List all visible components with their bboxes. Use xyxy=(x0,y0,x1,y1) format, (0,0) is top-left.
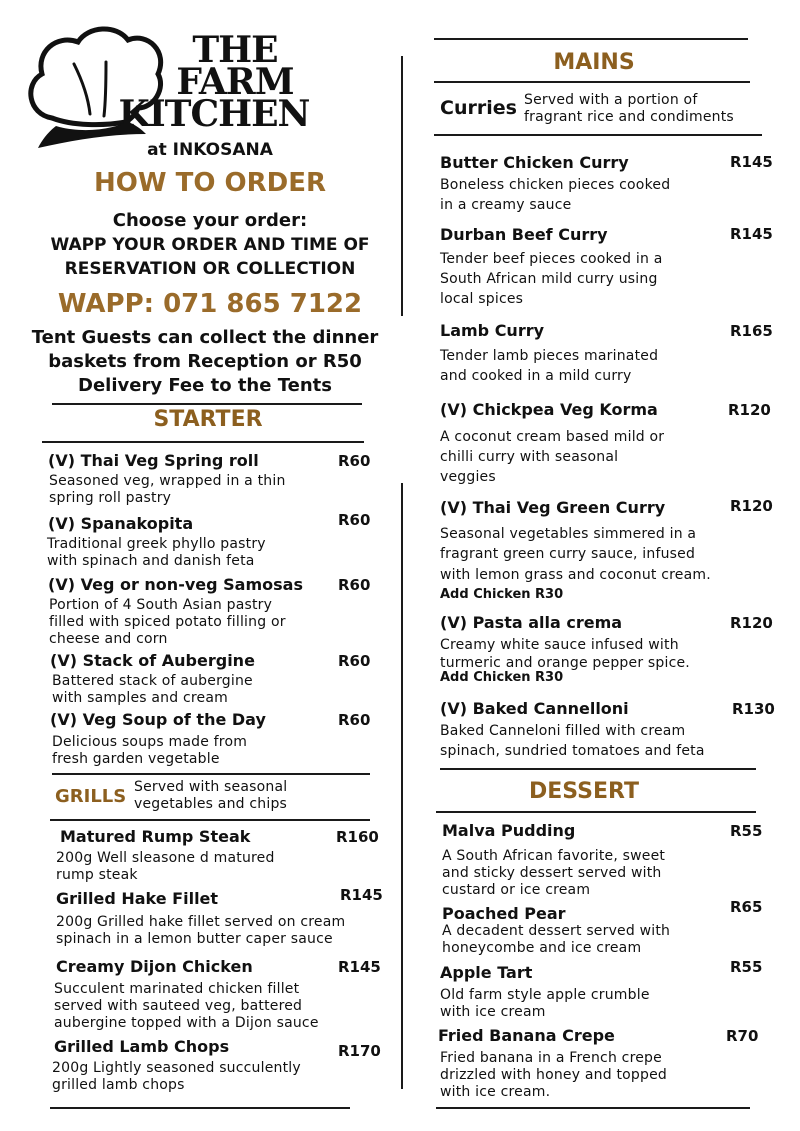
grills-item-desc: Succulent marinated chicken fillet xyxy=(54,981,300,997)
starter-bottom-rule xyxy=(42,441,364,443)
wapp-number: WAPP: 071 865 7122 xyxy=(57,289,363,319)
mains-item-addon: Add Chicken R30 xyxy=(440,670,564,685)
left-bottom-rule xyxy=(50,1107,350,1109)
mains-item-desc: Creamy white sauce infused with xyxy=(440,637,679,653)
mains-item-addon: Add Chicken R30 xyxy=(440,587,564,602)
grills-item-desc: 200g Lightly seasoned succulently xyxy=(52,1060,301,1076)
mains-item-name: (V) Chickpea Veg Korma xyxy=(440,400,658,419)
dessert-item-name: Poached Pear xyxy=(442,904,566,923)
mains-item-desc: with lemon grass and coconut cream. xyxy=(440,567,711,583)
starter-item-name: (V) Stack of Aubergine xyxy=(50,651,255,670)
grills-item-desc: aubergine topped with a Dijon sauce xyxy=(54,1015,319,1031)
grills-bottom-rule xyxy=(50,819,370,821)
brand-the: THE xyxy=(192,29,278,71)
grills-item-desc: 200g Well sleasone d matured xyxy=(56,850,275,866)
dessert-item-name: Apple Tart xyxy=(440,963,533,982)
grills-item-price: R160 xyxy=(336,828,379,846)
mains-item-name: Lamb Curry xyxy=(440,321,545,340)
dessert-item-price: R70 xyxy=(726,1027,759,1045)
column-divider-bottom xyxy=(401,483,403,1089)
dessert-item-desc: custard or ice cream xyxy=(442,882,591,898)
mains-top-rule xyxy=(434,38,748,40)
dessert-top-rule xyxy=(440,768,756,770)
mains-item-desc: Tender beef pieces cooked in a xyxy=(440,251,663,267)
starter-item-name: (V) Spanakopita xyxy=(48,514,194,533)
tent-info-3: Delivery Fee to the Tents xyxy=(78,375,332,396)
starter-item-price: R60 xyxy=(338,711,371,729)
brand-kitchen: KITCHEN xyxy=(118,93,310,135)
starter-item-price: R60 xyxy=(338,652,371,670)
dessert-item-name: Fried Banana Crepe xyxy=(438,1026,615,1045)
starter-item-desc: with samples and cream xyxy=(52,690,228,706)
mains-item-desc: Tender lamb pieces marinated xyxy=(440,348,659,364)
mains-item-desc: veggies xyxy=(440,469,496,485)
mains-item-desc: chilli curry with seasonal xyxy=(440,449,619,465)
dessert-item-desc: with ice cream. xyxy=(440,1084,551,1100)
dessert-item-desc: Old farm style apple crumble xyxy=(440,987,650,1003)
grills-heading: GRILLS xyxy=(55,786,127,807)
dessert-item-desc: with ice cream xyxy=(440,1004,546,1020)
mains-item-desc: South African mild curry using xyxy=(440,271,658,287)
mains-item-desc: spinach, sundried tomatoes and feta xyxy=(440,743,705,759)
grills-item-desc: served with sauteed veg, battered xyxy=(54,998,303,1014)
starter-item-desc: Delicious soups made from xyxy=(52,734,248,750)
grills-subtitle: vegetables and chips xyxy=(134,796,288,812)
grills-item-name: Grilled Hake Fillet xyxy=(56,889,219,908)
mains-item-price: R165 xyxy=(730,322,773,340)
dessert-item-desc: honeycombe and ice cream xyxy=(442,940,642,956)
dessert-bottom-rule xyxy=(436,811,756,813)
mains-item-desc: turmeric and orange pepper spice. xyxy=(440,655,690,671)
grills-item-desc: spinach in a lemon butter caper sauce xyxy=(56,931,333,947)
starter-item-desc: filled with spiced potato filling or xyxy=(49,614,286,630)
mains-item-price: R120 xyxy=(730,614,773,632)
mains-item-desc: Seasonal vegetables simmered in a xyxy=(440,526,697,542)
mains-item-name: (V) Pasta alla crema xyxy=(440,613,623,632)
mains-item-price: R145 xyxy=(730,225,773,243)
tent-info-2: baskets from Reception or R50 xyxy=(48,351,362,372)
mains-item-name: (V) Thai Veg Green Curry xyxy=(440,498,666,517)
dessert-heading: DESSERT xyxy=(529,779,639,804)
mains-item-name: Durban Beef Curry xyxy=(440,225,608,244)
brand-farm: FARM xyxy=(176,61,294,103)
mains-heading: MAINS xyxy=(553,50,635,75)
grills-item-desc: grilled lamb chops xyxy=(52,1077,185,1093)
grills-item-price: R170 xyxy=(338,1042,381,1060)
dessert-item-desc: Fried banana in a French crepe xyxy=(440,1050,662,1066)
starter-item-desc: spring roll pastry xyxy=(49,490,172,506)
mains-item-price: R145 xyxy=(730,153,773,171)
dessert-item-price: R55 xyxy=(730,958,763,976)
dessert-item-price: R65 xyxy=(730,898,763,916)
curries-subtitle: Served with a portion of xyxy=(524,92,698,108)
mains-item-price: R130 xyxy=(732,700,775,718)
mains-item-desc: Boneless chicken pieces cooked xyxy=(440,177,671,193)
starter-item-desc: fresh garden vegetable xyxy=(52,751,220,767)
starter-item-desc: with spinach and danish feta xyxy=(47,553,255,569)
dessert-item-name: Malva Pudding xyxy=(442,821,576,840)
starter-item-price: R60 xyxy=(338,511,371,529)
starter-top-rule xyxy=(52,403,362,405)
starter-item-desc: Seasoned veg, wrapped in a thin xyxy=(49,473,286,489)
starter-item-desc: cheese and corn xyxy=(49,631,168,647)
dessert-item-desc: and sticky dessert served with xyxy=(442,865,662,881)
grills-top-rule xyxy=(52,773,370,775)
grills-item-desc: 200g Grilled hake fillet served on cream xyxy=(56,914,346,930)
mains-item-desc: local spices xyxy=(440,291,524,307)
grills-item-name: Matured Rump Steak xyxy=(60,827,251,846)
mains-item-desc: Baked Canneloni filled with cream xyxy=(440,723,686,739)
starter-item-price: R60 xyxy=(338,452,371,470)
starter-item-name: (V) Veg or non-veg Samosas xyxy=(48,575,303,594)
dessert-item-desc: A South African favorite, sweet xyxy=(442,848,666,864)
grills-item-price: R145 xyxy=(338,958,381,976)
starter-heading: STARTER xyxy=(153,407,263,432)
dessert-item-price: R55 xyxy=(730,822,763,840)
grills-item-name: Creamy Dijon Chicken xyxy=(56,957,253,976)
order-instructions-3: RESERVATION OR COLLECTION xyxy=(64,259,356,279)
mains-item-name: (V) Baked Cannelloni xyxy=(440,699,629,718)
starter-item-name: (V) Thai Veg Spring roll xyxy=(48,451,259,470)
curries-subtitle: fragrant rice and condiments xyxy=(524,109,734,125)
starter-item-name: (V) Veg Soup of the Day xyxy=(50,710,266,729)
starter-item-desc: Traditional greek phyllo pastry xyxy=(47,536,266,552)
tent-info-1: Tent Guests can collect the dinner xyxy=(31,327,379,348)
dessert-item-desc: A decadent dessert served with xyxy=(442,923,671,939)
order-instructions-2: WAPP YOUR ORDER AND TIME OF xyxy=(50,235,370,255)
grills-item-name: Grilled Lamb Chops xyxy=(54,1037,230,1056)
mains-item-desc: and cooked in a mild curry xyxy=(440,368,632,384)
right-bottom-rule xyxy=(436,1107,750,1109)
mains-item-desc: in a creamy sauce xyxy=(440,197,572,213)
mains-item-name: Butter Chicken Curry xyxy=(440,153,629,172)
grills-item-desc: rump steak xyxy=(56,867,138,883)
curries-label: Curries xyxy=(440,97,517,119)
mains-bottom-rule xyxy=(434,81,750,83)
mains-item-desc: A coconut cream based mild or xyxy=(440,429,665,445)
starter-item-desc: Battered stack of aubergine xyxy=(52,673,253,689)
how-to-order-title: HOW TO ORDER xyxy=(94,168,326,198)
order-instructions-1: Choose your order: xyxy=(112,210,308,231)
curries-rule xyxy=(434,134,762,136)
mains-item-price: R120 xyxy=(728,401,771,419)
dessert-item-desc: drizzled with honey and topped xyxy=(440,1067,667,1083)
mains-item-desc: fragrant green curry sauce, infused xyxy=(440,546,696,562)
brand-location: at INKOSANA xyxy=(147,140,273,160)
starter-item-desc: Portion of 4 South Asian pastry xyxy=(49,597,273,613)
starter-item-price: R60 xyxy=(338,576,371,594)
grills-subtitle: Served with seasonal xyxy=(134,779,288,795)
mains-item-price: R120 xyxy=(730,497,773,515)
grills-item-price: R145 xyxy=(340,886,383,904)
